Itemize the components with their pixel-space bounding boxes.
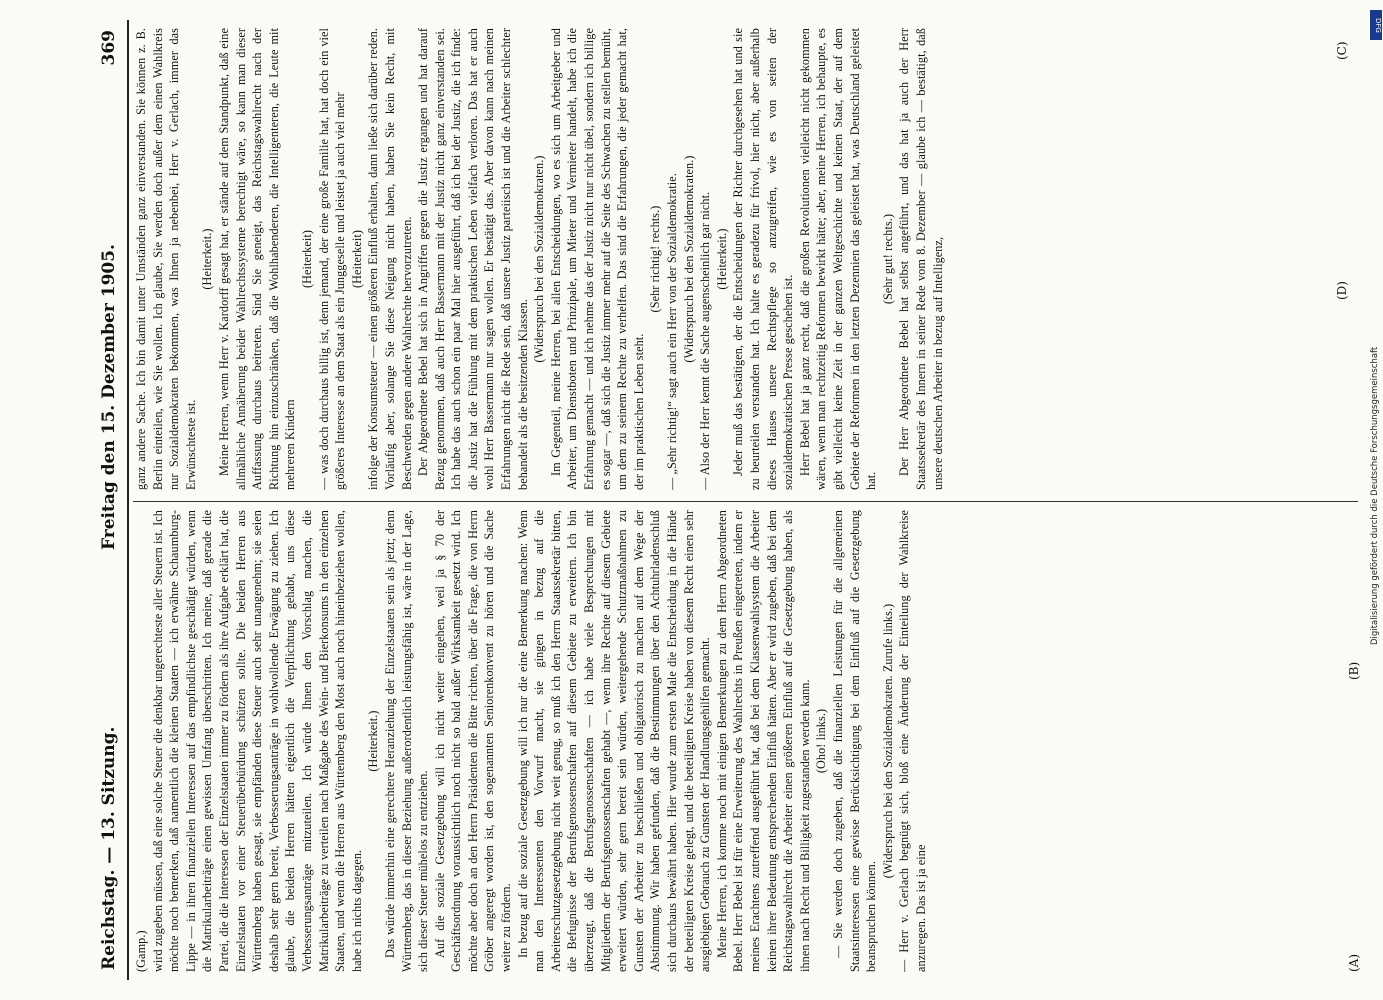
paragraph: Das würde immerhin eine gerechtere Heranziehung der Einzelstaaten sein als jetzt; denn Württemberg, das in dieser Beziehung außerordentlich leistungsfähig ist, wäre in der Lage, sich dieser Steuer mühelos zu entziehen.: [382, 510, 431, 972]
paragraph: Der Herr Abgeordnete Bebel hat selbst angeführt, und das hat ja auch der Herr Staatssekretär des Innern in seiner Rede vom 8. Dezember — glaube ich — bestätigt, daß unsere deutschen Arbeiter in bezug auf Intelligenz,: [897, 28, 945, 490]
interjection: (Widerspruch bei den Sozialdemokraten.): [681, 155, 696, 363]
paragraph: Herr Bebel hat ja ganz recht, daß die großen Revolutionen vielleicht nicht gekommen wären, wenn man rechtzeitig Reformen bewirkt hätte; aber, meine Herren, ich behaupte, es gibt vielleicht keine Zeit in der ganzen Weltgeschichte und keinen Staat, der auf dem Gebiete der Reformen in den letzten Dezennien das geleistet hat, was Deutschland geleistet hat.: [797, 28, 879, 490]
text-column-right: [133, 28, 1358, 490]
interjection: (Heiterkeit.): [714, 228, 729, 290]
header-left: Reichstag. — 13. Sitzung.: [99, 726, 119, 970]
margin-marker-d: (D): [1335, 281, 1349, 300]
paragraph: Jeder muß das bestätigen, der die Entscheidungen der Richter durchgesehen hat und sie zu beurteilen verstanden hat. Ich halte es geradezu für frivol, hier nicht, aber außerhalb dieses Hauses unsere Rechtspflege so anzugreifen, wie es von seiten der sozialdemokratischen Presse geschehen ist.: [731, 28, 796, 490]
paragraph: Im Gegenteil, meine Herren, bei allen Entscheidungen, wo es sich um Arbeitgeber und Arbeiter, um Dienstboten und Prinzipale, um Mieter und Vermieter handelt, habe ich die Erfahrung gemacht — und ich nehme das der Justiz nicht nur nicht übel, sondern ich billige es sogar —, daß sich die Justiz immer mehr auf die Seite des Schwachen zu stellen bemüht, um dem zu seinem Rechte zu verhelfen. Das sind die Erfahrungen, die jeder gemacht hat, der im praktischen Leben steht.: [548, 28, 646, 490]
column-divider: [133, 501, 1358, 502]
digitization-note-text: Digitalisierung gefördert durch die Deutsche Forschungsgemeinschaft: [1370, 346, 1380, 645]
interjection: (Widerspruch bei den Sozialdemokraten.): [532, 155, 547, 363]
margin-marker-b: (B): [1347, 661, 1361, 680]
interjection: (Heiterkeit.): [366, 710, 381, 772]
paragraph: infolge der Konsumsteuer — einen größeren Einfluß erhalten, dann ließe sich darüber reden. Vorläufig aber, solange Sie diese Neigung nicht haben, haben Sie kein Recht, mit Beschwerden gegen andere Wahlrechte hervorzutreten.: [366, 28, 414, 490]
paragraph: — Also der Herr kennt die Sache augenscheinlich gar nicht.: [698, 191, 713, 490]
interjection: (Widerspruch bei den Sozialdemokraten. Zurufe links.): [880, 603, 895, 879]
rotated-page-content: [95, 20, 1365, 980]
margin-marker-a: (A): [1347, 953, 1361, 972]
interjection: (Heiterkeit.): [200, 228, 215, 290]
paragraph: Meine Herren, ich komme noch mit einigen Bemerkungen zu dem Herrn Abgeordneten Bebel. Herr Bebel ist für eine Erweiterung des Wahlrechts in Preußen eingetreten, indem er meines Erachtens zutreffend ausgeführt hat, daß bei dem Klassenwahlsystem die Arbeiter keinen ihrer Bedeutung entsprechenden Einfluß hätten. Aber er wird zugeben, daß bei dem Reichstagswahlrecht die Arbeiter einen größeren Einfluß auf die Gesetzgebung haben, als ihnen nach Recht und Billigkeit zugestanden werden kann.: [714, 510, 812, 972]
interjection: (Sehr gut! rechts.): [880, 213, 895, 305]
paragraph: — „Sehr richtig!“ sagt auch ein Herr von der Sozialdemokratie.: [665, 173, 679, 490]
paragraph: Der Abgeordnete Bebel hat sich in Angriffen gegen die Justiz ergangen und hat darauf Bezug genommen, daß auch Herr Bassermann mit der Justiz nicht ganz einverstanden sei. Ich habe das auch schon ein paar Mal hier ausgeführt, daß ich bei der Justiz, die ich finde: die Justiz hat die Fühlung mit dem praktischen Leben vielfach verloren. Das hat er auch wohl Herr Bassermann nur sagen wollen. Er bestätigt das. Aber davon kann nach meinen Erfahrungen nicht die Rede sein, daß unsere Justiz parteiisch ist und die Arbeiter schlechter behandelt als die besitzenden Klassen.: [416, 28, 530, 490]
page-number: 369: [99, 30, 119, 66]
text-column-left: [133, 510, 1358, 972]
header-rule: [127, 20, 129, 980]
header-date: Freitag den 15. Dezember 1905.: [99, 244, 119, 550]
interjection: (Sehr richtig! rechts.): [648, 205, 663, 313]
paragraph: — was doch durchaus billig ist, denn jemand, der eine große Familie hat, hat doch ein viel größeres Interesse an dem Staat als ein Junggeselle und leistet ja auch viel mehr: [316, 28, 348, 490]
interjection: (Heiterkeit): [349, 229, 364, 289]
paragraph: — Herr v. Gerlach begnügt sich, bloß eine Änderung der Einteilung der Wahlkreise anzuregen. Das ist ja eine: [897, 510, 928, 972]
paragraph: — Sie werden doch zugeben, daß die finanziellen Leistungen für die allgemeinen Staatsinteressen eine gewisse Berücksichtigung bei dem Einfluß auf die Gesetzgebung beanspruchen können.: [830, 510, 879, 972]
paragraph: Auf die soziale Gesetzgebung will ich nicht weiter eingehen, weil ja § 70 der Geschäftsordnung voraussichtlich noch nicht so bald außer Wirksamkeit gesetzt wird. Ich möchte aber doch an den Herrn Präsidenten die Bitte richten, über die Frage, die von Herrn Gröber angeregt worden ist, den sogenannten Seniorenkonvent zu hören und die Sache weiter zu fördern.: [432, 510, 514, 972]
digitization-note: [1370, 45, 1382, 645]
margin-marker-c: (C): [1335, 41, 1349, 60]
interjection: (Heiterkeit): [299, 229, 314, 289]
page-header: [95, 20, 127, 980]
dfg-logo: DFG: [1370, 10, 1382, 40]
paragraph: ganz andere Sache. Ich bin damit unter Umständen ganz einverstanden. Sie können z. B. Berlin einteilen, wie Sie wollen. Ich glaube, Sie werden doch außer dem einen Wahlkreis nur Sozialdemokraten bekommen, was Ihnen ja nebenbei, Herr v. Gerlach, immer das Erwünschteste ist.: [134, 28, 198, 490]
paragraph: In bezug auf die soziale Gesetzgebung will ich nur die eine Bemerkung machen: Wenn man den Interessenten den Vorwurf macht, sie gingen in bezug auf die Arbeiterschutzgesetzgebung nicht weit genug, so muß ich den Herrn Staatssekretär bitten, die Befugnisse der Berufsgenossenschaften auf diesem Gebiete zu erweitern. Ich bin überzeugt, daß die Berufsgenossenschaften — ich habe viele Besprechungen mit Mitgliedern der Berufsgenossenschaften gehabt —, wenn ihre Rechte auf diesem Gebiete erweitert würden, sehr gern bereit sein würden, weitergehende Schutzmaßnahmen zu Gunsten der Arbeiter zu beschließen und obligatorisch zu machen auf dem Wege der Abstimmung. Wir haben gefunden, daß die Bestimmungen über den Achtuhrladenschluß sich durchaus bewährt haben. Hier wurde zum ersten Male die Entscheidung in die Hände der beteiligten Kreise gelegt, und die beteiligten Kreise haben von diesem Recht einen sehr ausgiebigen Gebrauch zu Gunsten der Handlungsgehilfen gemacht.: [515, 510, 713, 972]
paragraph: wird zugeben müssen, daß eine solche Steuer die denkbar ungerechteste aller Steuern ist. Ich möchte noch bemerken, daß namentlich die kleinen Staaten — ich erwähne Schaumburg-Lippe — in ihren finanziellen Interessen auf das empfindlichste geschädigt würden, wenn die Matrikularbeiträge einen gewissen Umfang überschritten. Ich meine, daß gerade die Partei, die die Interessen der Einzelstaaten immer zu fördern als ihre Aufgabe erklärt hat, die Einzelstaaten vor einer Steuerüberbürdung schützen sollte. Die beiden Herren aus Württemberg haben gesagt, sie empfänden diese Steuer auch sehr unangenehm; sie seien deshalb sehr gern bereit, Verbesserungsanträge in wohlwollende Erwägung zu ziehen. Ich glaube, die beiden Herren hätten eigentlich die Verpflichtung gehabt, uns diese Verbesserungsanträge mitzuteilen. Ich würde Ihnen den Vorschlag machen, die Matrikularbeiträge zu verteilen nach Maßgabe des Wein- und Bierkonsums in den einzelnen Staaten, und wenn die Herren aus Württemberg den Most auch noch hineinbeziehen wollen, habe ich nichts dagegen.: [150, 510, 364, 972]
paragraph: Meine Herren, wenn Herr v. Kardorff gesagt hat, er stände auf dem Standpunkt, daß eine allmähliche Annäherung beider Wahlrechtssysteme berechtigt wäre, so kann man dieser Auffassung durchaus beitreten. Sind Sie geneigt, das Reichstagswahlrecht nach der Richtung hin einzuschränken, daß die Wohlhabenderen, die Intelligenteren, die Leute mit mehreren Kindern: [216, 28, 298, 490]
paragraph: (Gamp.): [134, 930, 148, 972]
interjection: (Oho! links.): [814, 708, 829, 774]
